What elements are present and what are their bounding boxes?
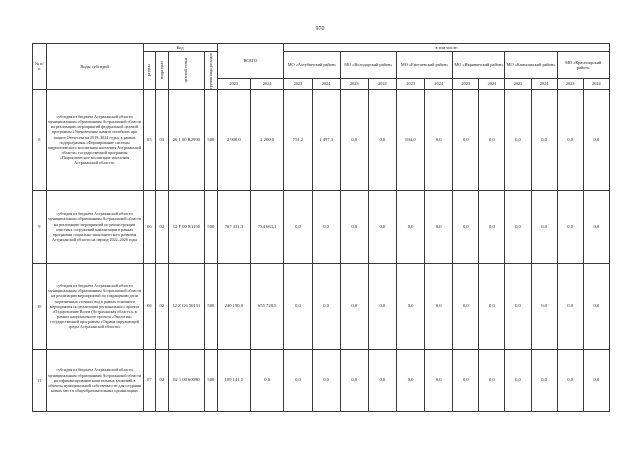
row-description: субсидия из бюджета Астраханской области муниципальным образованиям Астраханской области на реализацию мероприятий федеральной целевой программы «Увековечение памяти погибших при защите Отечества на 2019–2024 годы» в рамках подпрограммы «Формирование системы патриотического воспитания населения Астраханской области» государственной программы «Патриотическое воспитание населения Астраханской области»	[46, 89, 143, 190]
total-2024: 655 728,5	[250, 263, 283, 349]
mo-value: 0,0	[368, 263, 396, 349]
celevaya-code: 02 1 00 60090	[168, 349, 205, 411]
razdel-code: 06	[143, 263, 156, 349]
header-mo-enotaevsky: МО «Енотаевский район»	[396, 52, 452, 79]
mo-value: 0,0	[312, 263, 340, 349]
celevaya-code: 12 Z G6 50131	[168, 263, 205, 349]
mo-value: 0,0	[531, 89, 557, 190]
mo-value: 0,0	[368, 349, 396, 411]
razdel-code: 06	[143, 190, 156, 263]
mo-value: 0,0	[479, 349, 505, 411]
row-description: субсидия из бюджета Астраханской области муниципальным образованиям Астраханской области на софинансирование капитальных вложений в объекты муниципальной собственности для создания новых мест в общеобразовательных организациях	[46, 349, 143, 411]
mo-value: 0,0	[396, 263, 424, 349]
header-year: 2024	[368, 78, 396, 89]
vid-code: 500	[205, 89, 218, 190]
page-number: 970	[315, 26, 325, 32]
mo-value: 0,0	[583, 349, 609, 411]
mo-value: 0,0	[453, 349, 479, 411]
total-2023: 109 141,5	[217, 349, 250, 411]
razdel-code: 07	[143, 349, 156, 411]
header-mo-krasnoyarsky: МО «Красноярский район»	[557, 52, 609, 79]
header-num: № п/п	[33, 44, 47, 90]
row-number: 8	[33, 89, 47, 190]
header-code-podrazdel: подраздела	[156, 52, 169, 90]
mo-value: 0,0	[340, 89, 368, 190]
header-code-razdel: раздела	[143, 52, 156, 90]
mo-value: 0,0	[557, 263, 583, 349]
table-row	[33, 190, 610, 263]
total-2023: 240 190,0	[217, 263, 250, 349]
mo-value: 0,0	[479, 190, 505, 263]
mo-value: 0,0	[453, 263, 479, 349]
mo-value: 0,0	[396, 349, 424, 411]
mo-value: 0,0	[531, 263, 557, 349]
mo-value: 0,0	[505, 89, 531, 190]
podrazdel-code: 02	[156, 349, 169, 411]
mo-value: 1 497,3	[312, 89, 340, 190]
header-total: ВСЕГО	[217, 44, 284, 79]
mo-value: 0,0	[479, 263, 505, 349]
mo-value: 0,0	[368, 190, 396, 263]
mo-value: 0,0	[284, 349, 312, 411]
header-year: 2023	[284, 78, 312, 89]
mo-value: 0,0	[312, 349, 340, 411]
mo-value: 0,0	[340, 349, 368, 411]
total-2024: 0,0	[250, 349, 283, 411]
table-row	[33, 263, 610, 349]
header-mo-ikryaninsky: МО «Икрянинский район»	[453, 52, 505, 79]
header-year: 2023	[340, 78, 368, 89]
podrazdel-code: 02	[156, 190, 169, 263]
header-year: 2024	[425, 78, 453, 89]
header-year: 2023	[217, 78, 250, 89]
mo-value: 0,0	[479, 89, 505, 190]
mo-value: 0,0	[583, 190, 609, 263]
header-year: 2024	[583, 78, 609, 89]
header-mo-kamyzyaksky: МО «Камызякский район»	[505, 52, 557, 79]
table-row	[33, 89, 610, 190]
vid-code: 500	[205, 349, 218, 411]
header-type: Виды субсидий	[46, 44, 143, 90]
row-number: 9	[33, 190, 47, 263]
total-2024: 734 663,1	[250, 190, 283, 263]
mo-value: 0,0	[557, 89, 583, 190]
header-year: 2023	[557, 78, 583, 89]
total-2024: 2 200,0	[250, 89, 283, 190]
mo-value: 0,0	[396, 190, 424, 263]
podrazdel-code: 02	[156, 263, 169, 349]
mo-value: 0,0	[583, 263, 609, 349]
header-including: в том числе:	[284, 44, 610, 52]
header-year: 2024	[250, 78, 283, 89]
celevaya-code: 12 F 00 R1150	[168, 190, 205, 263]
row-number: 11	[33, 349, 47, 411]
vid-code: 500	[205, 190, 218, 263]
mo-value: 0,0	[368, 89, 396, 190]
table-row	[33, 349, 610, 411]
razdel-code: 05	[143, 89, 156, 190]
mo-value: 0,0	[425, 190, 453, 263]
header-mo-volodarsky: МО «Володарский район»	[340, 52, 396, 79]
row-description: субсидия из бюджета Астраханской области муниципальным образованиям Астраханской области на реализацию мероприятий по реконструкции очистных сооружений канализации в рамках программы социально-экономического развития Астраханской области на период 2022–2026 годы	[46, 190, 143, 263]
mo-value: 0,0	[531, 190, 557, 263]
mo-value: 0,0	[505, 263, 531, 349]
mo-value: 0,0	[557, 349, 583, 411]
mo-value: 0,0	[453, 89, 479, 190]
mo-value: 0,0	[557, 190, 583, 263]
mo-value: 751,2	[284, 89, 312, 190]
header-year: 2023	[396, 78, 424, 89]
mo-value: 0,0	[312, 190, 340, 263]
vid-code: 500	[205, 263, 218, 349]
header-year: 2024	[531, 78, 557, 89]
mo-value: 834,0	[396, 89, 424, 190]
subsidy-table	[32, 43, 610, 412]
mo-value: 0,0	[531, 349, 557, 411]
mo-value: 0,0	[425, 349, 453, 411]
mo-value: 0,0	[340, 190, 368, 263]
header-year: 2023	[453, 78, 479, 89]
mo-value: 0,0	[284, 190, 312, 263]
mo-value: 0,0	[453, 190, 479, 263]
mo-value: 0,0	[340, 263, 368, 349]
mo-value: 0,0	[583, 89, 609, 190]
header-mo-akhtubinsky: МО «Ахтубинский район»	[284, 52, 340, 79]
header-year: 2024	[312, 78, 340, 89]
podrazdel-code: 03	[156, 89, 169, 190]
celevaya-code: 26 1 00 R2990	[168, 89, 205, 190]
mo-value: 0,0	[505, 349, 531, 411]
header-code-celevaya: целевой статьи	[168, 52, 205, 90]
total-2023: 2 900,0	[217, 89, 250, 190]
row-description: субсидия из бюджета Астраханской области муниципальным образованиям Астраханской области на реализацию мероприятий по сокращению доли загрязненных сточных вод в рамках основного мероприятия по реализации регионального проекта «Оздоровление Волги (Астраханская область)» в рамках национального проекта «Экология» государственной программы «Охрана окружающей среды Астраханской области»	[46, 263, 143, 349]
header-code: Код	[143, 44, 217, 52]
total-2023: 707 431,3	[217, 190, 250, 263]
mo-value: 0,0	[505, 190, 531, 263]
row-number: 10	[33, 263, 47, 349]
header-code-vid: группы вида расходов	[205, 52, 218, 90]
header-year: 2023	[505, 78, 531, 89]
mo-value: 0,0	[284, 263, 312, 349]
mo-value: 0,0	[425, 89, 453, 190]
mo-value: 0,0	[425, 263, 453, 349]
header-year: 2024	[479, 78, 505, 89]
